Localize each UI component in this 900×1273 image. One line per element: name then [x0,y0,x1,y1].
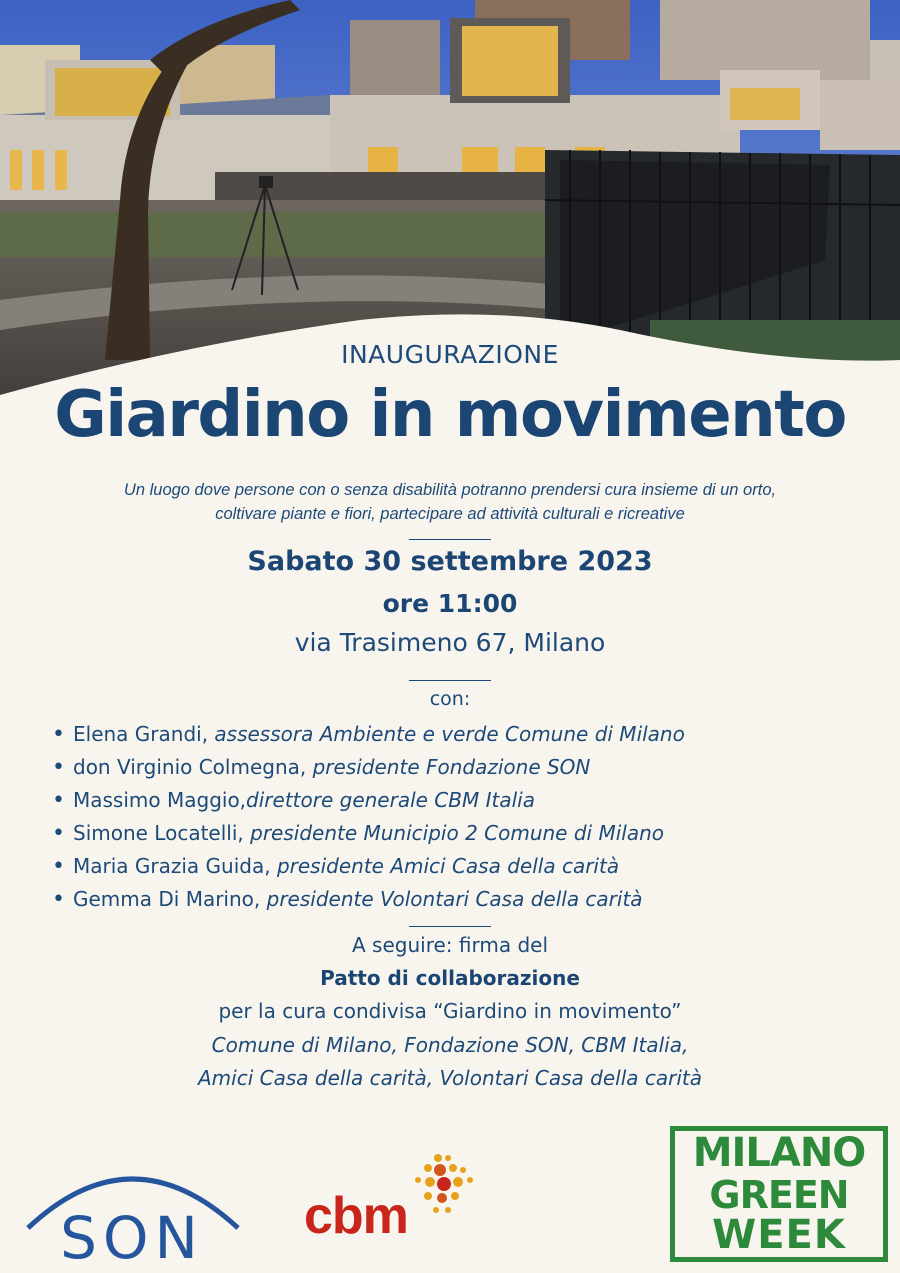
divider [409,539,491,540]
event-address: via Trasimeno 67, Milano [294,628,606,657]
speakers-heading: con: [429,688,471,710]
speaker-item [52,883,892,916]
event-time: ore 11:00 [382,589,518,618]
pact-purpose: per la cura condivisa “Giardino in movimento” [218,999,682,1023]
speaker-role: presidente Fondazione SON [312,755,591,779]
speaker-name: Elena Grandi, [73,722,215,746]
speakers-list [52,718,892,916]
son-logo [20,1140,245,1270]
speaker-role: direttore generale CBM Italia [246,788,535,812]
follow-up-intro: A seguire: firma del [352,933,548,957]
pact-title: Patto di collaborazione [320,966,580,990]
event-kicker: INAUGURAZIONE [341,340,559,369]
speaker-role: presidente Municipio 2 Comune di Milano [250,821,664,845]
event-description [0,478,900,526]
speaker-role: presidente Volontari Casa della carità [266,887,643,911]
speaker-item [52,850,892,883]
speaker-name: Simone Locatelli, [73,821,251,845]
pact-partners-line: Amici Casa della carità, Volontari Casa della carità [197,1066,702,1090]
speaker-item [52,784,892,817]
cbm-logo [300,1150,485,1250]
speaker-name: don Virginio Colmegna, [73,755,313,779]
speaker-name: Massimo Maggio, [73,788,247,812]
event-date: Sabato 30 settembre 2023 [247,546,653,577]
speaker-item [52,718,892,751]
pact-partners-line: Comune di Milano, Fondazione SON, CBM Italia, [211,1033,689,1057]
mgw-line: GREEN [709,1173,849,1217]
description-line: coltivare piante e fiori, partecipare ad attività culturali e ricreative [215,505,685,523]
cbm-logo-text: cbm [304,1187,408,1245]
divider [409,680,491,681]
son-logo-text: SON [60,1204,204,1270]
divider [409,926,491,927]
mgw-line: WEEK [712,1212,846,1258]
milano-green-week-logo [670,1126,888,1262]
speaker-role: assessora Ambiente e verde Comune di Milano [214,722,685,746]
speaker-role: presidente Amici Casa della carità [276,854,620,878]
event-title: Giardino in movimento [54,378,846,452]
speaker-item [52,817,892,850]
description-line: Un luogo dove persone con o senza disabilità potranno prendersi cura insieme di un orto, [123,481,777,499]
mgw-line: MILANO [692,1130,866,1176]
speaker-name: Gemma Di Marino, [73,887,267,911]
speaker-item [52,751,892,784]
speaker-name: Maria Grazia Guida, [73,854,277,878]
cbm-dots-icon [408,1150,478,1220]
